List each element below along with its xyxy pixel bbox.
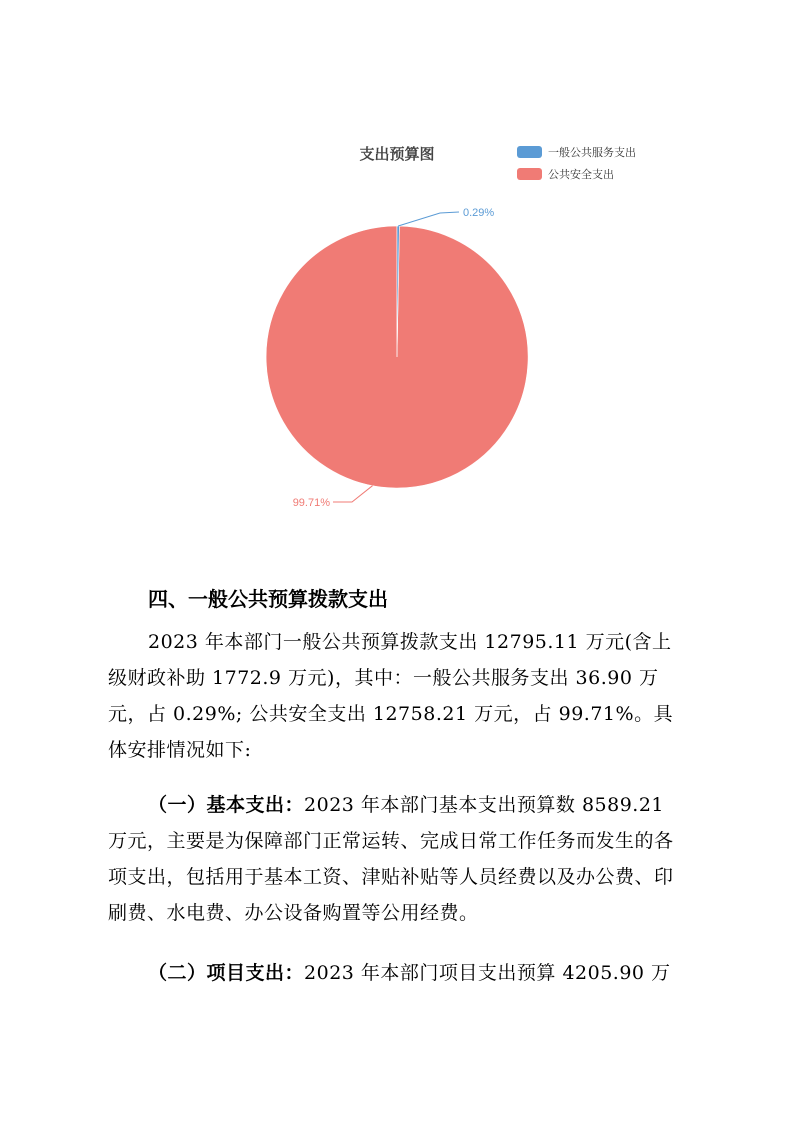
paragraph-basic-expenditure [108,787,688,931]
legend-label-general-public-service: 一般公共服务支出 [548,147,636,159]
pie-chart-svg [0,0,793,560]
paragraph-project-expenditure [108,955,688,991]
chart-title: 支出预算图 [359,146,435,163]
leader-line-public-safety [333,486,373,502]
legend-entry-public-safety[interactable] [517,167,614,181]
legend-swatch-general-public-service [517,146,542,158]
data-label-general-public-service: 0.29% [463,207,495,219]
data-label-public-safety: 99.71% [292,497,330,509]
legend-entry-general-public-service[interactable] [517,145,636,159]
pie-chart [0,0,793,560]
legend-label-public-safety: 公共安全支出 [548,169,614,181]
section-heading: 四、一般公共预算拨款支出 [148,587,388,611]
legend-swatch-public-safety [517,168,542,180]
project-expenditure-label: （二）项目支出： [148,962,305,984]
paragraph-general-budget: 2023 年本部门一般公共预算拨款支出 12795.11 万元(含上级财政补助 1772.9 万元)，其中：一般公共服务支出 36.90 万元，占 0.29%; 公共安全支出 12758.21 万元，占 99.71%。具体安排情况如下: [108,631,674,761]
basic-expenditure-text: 2023 年本部门基本支出预算数 8589.21 万元，主要是为保障部门正常运转、完成日常工作任务而发生的各项支出，包括用于基本工资、津贴补贴等人员经费以及办公费、印刷费、水电费、办公设备购置等公用经费。 [108,794,674,924]
project-expenditure-text: 2023 年本部门项目支出预算 4205.90 万 [304,962,671,984]
leader-line-general-public-service [398,212,459,226]
basic-expenditure-label: （一）基本支出： [148,794,305,816]
